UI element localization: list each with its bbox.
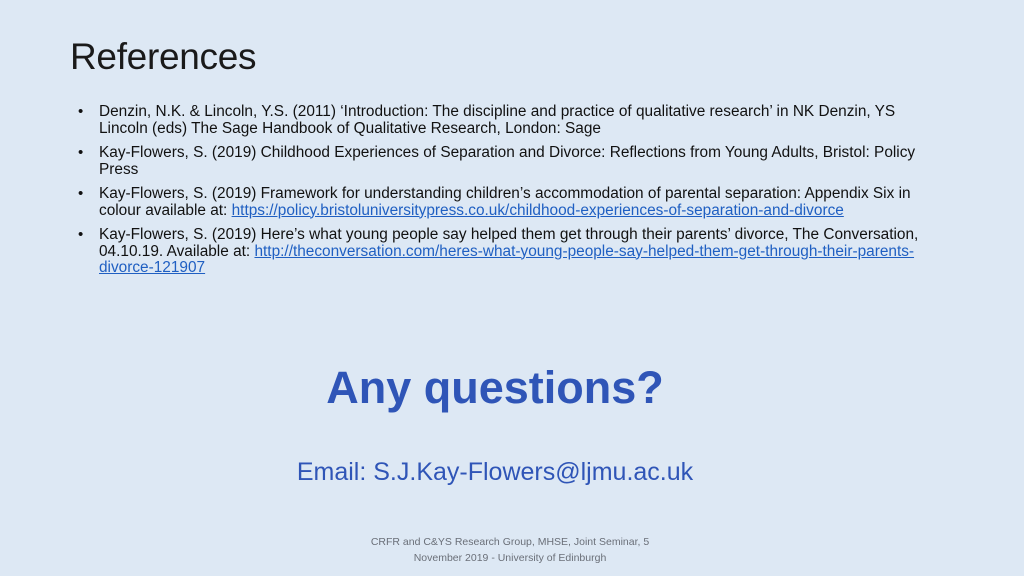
reference-item [78, 227, 938, 277]
reference-item [78, 104, 938, 137]
reference-list [78, 104, 938, 285]
bullet-icon: • [78, 144, 84, 161]
contact-email: Email: S.J.Kay-Flowers@ljmu.ac.uk [296, 458, 694, 486]
reference-item [78, 145, 938, 178]
reference-text: Kay-Flowers, S. (2019) Childhood Experiences of Separation and Divorce: Reflections from Young Adults, Bristol: Policy Press [99, 144, 916, 178]
reference-text: Kay-Flowers, S. (2019) Framework for understanding children’s accommodation of parental separation: Appendix Six in colour available at: [99, 185, 911, 219]
reference-text: Denzin, N.K. & Lincoln, Y.S. (2011) ‘Introduction: The discipline and practice of qualitative research’ in NK Denzin, YS Lincoln (eds) The Sage Handbook of Qualitative Research, London: Sage [99, 103, 896, 137]
reference-link-bristol-press[interactable]: https://policy.bristoluniversitypress.co.uk/childhood-experiences-of-separation-and-divorce [231, 201, 844, 219]
reference-item [78, 186, 938, 219]
reference-link-conversation[interactable]: http://theconversation.com/heres-what-young-people-say-helped-them-get-through-their-parents-divorce-121907 [99, 242, 915, 276]
bullet-icon: • [78, 103, 84, 120]
bullet-icon: • [78, 185, 84, 202]
slide-footer: CRFR and C&YS Research Group, MHSE, Joint Seminar, 5 November 2019 - University of Edinburgh [370, 536, 650, 564]
bullet-icon: • [78, 226, 84, 243]
reference-text: Kay-Flowers, S. (2019) Here’s what young people say helped them get through their parents’ divorce, The Conversation, 04.10.19. Available at: [99, 226, 919, 260]
slide-title: References [70, 36, 257, 77]
questions-heading: Any questions? [326, 362, 664, 413]
